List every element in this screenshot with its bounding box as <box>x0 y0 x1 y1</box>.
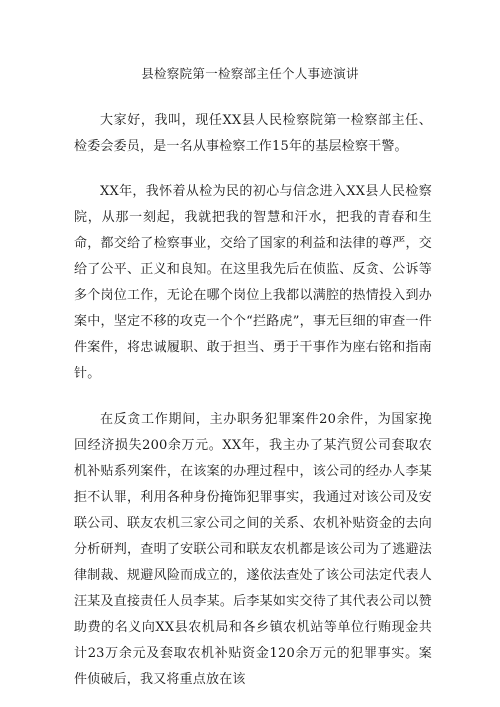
paragraph-anti-corruption-case: 在反贪工作期间，主办职务犯罪案件20余件，为国家挽回经济损失200余万元。XX年，我主办了某汽贸公司套取农机补贴系列案件，在该案的办理过程中，该公司的经办人李某拒不认罪，利用各种身份掩饰犯罪事实，我通过对该公司及安联公司、联友农机三家公司之间的关系、农机补贴资金的去向分析研判，查明了安联公司和联友农机都是该公司为了逃避法律制裁、规避风险而成立的，遂依法查处了该公司法定代表人汪某及直接责任人员李某。后李某如实交待了其代表公司以赞助费的名义向XX县农机局和各乡镇农机站等单位行贿现金共计23万余元及套取农机补贴资金120余万元的犯罪事实。案件侦破后，我又将重点放在该 <box>74 412 432 687</box>
document-title: 县检察院第一检察部主任个人事迹演讲 <box>141 66 359 81</box>
paragraph-introduction: 大家好，我叫，现任XX县人民检察院第一检察部主任、检委会委员，是一名从事检察工作15年的基层检察干警。 <box>74 113 432 154</box>
paragraph-career: XX年，我怀着从检为民的初心与信念进入XX县人民检察院，从那一刻起，我就把我的智慧和汗水，把我的青春和生命，都交给了检察事业，交给了国家的利益和法律的尊严，交给了公平、正义和良知。在这里我先后在侦监、反贪、公诉等多个岗位工作，无论在哪个岗位上我都以满腔的热情投入到办案中，坚定不移的攻克一个个“拦路虎”，事无巨细的审查一件件案件，将忠诚履职、敢于担当、勇于干事作为座右铭和指南针。 <box>74 184 432 381</box>
